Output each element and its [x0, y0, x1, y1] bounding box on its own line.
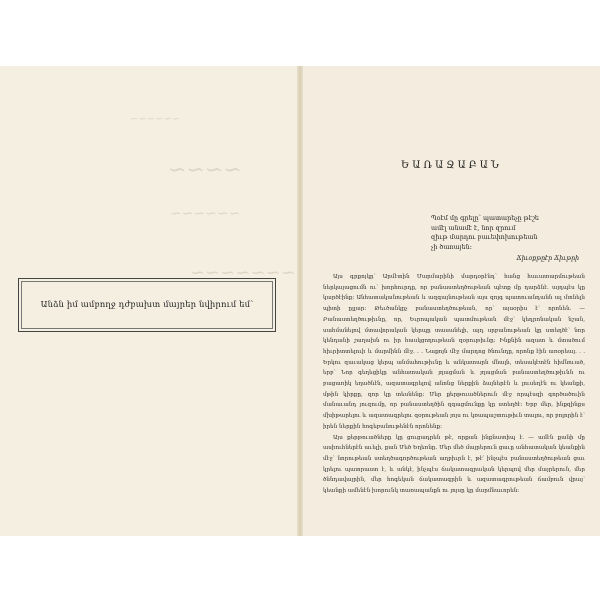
left-page [0, 66, 299, 536]
bleed-through-mark: ~~~~ [168, 158, 242, 183]
dedication-frame [18, 278, 276, 332]
bleed-through-mark: ~~~~~~~ [190, 262, 296, 283]
epigraph-line: ամէլ անամէ է, նոր զրում [431, 223, 516, 232]
bleed-through-mark: ~~~~~~ [170, 206, 241, 222]
paragraph: Այս գրքոյկը՝ Արմէտին Մարմարինի մարդօրէնդ՝ հանց հաւատարմութեան ներկայացումն ու՝ խորհուրդը, որ բանաստեղծութեան պէտք մը դարձնէ. այդպէս կը կարծէինք։ Անհատականութեան և ազգայնութեան այս զոյգ պատուանդանն ալ մտնելն պիտի ըլլար: Թեւծանկըչ բանաստեղծութեան, որ՝ այսօրիս է՝ որոնեն. — Բանաստեղծութիւնը, որ, Եւրոպական պատմութեան մէջ՝ կեդրոնական նշան, սահմանելով մտավորական կերպը տասանելի, այդ սրբանութեան կը ստեղծէ՝ նոր կենդանի շաղախն ու իր հասկցողութեան զօրութիւնը։ Ինքնին ազատ և մտածում հիւրիտտելուի և մարմինն մէջ. . . Նաքոյն մէջ մարդոց ծնունդը, որոնք էին առօրեայ. . . Երկու զաւակաց կերպ անմահութիւնը և անկատարն մնալն, տեսակէտէն հիմնուած, երբ՝ Նոր գեղեցիկը անհատական յղացման և յղացման բանաստեղծութիւնն ու բացառիկ եղածնէն, ազատագրելով անոնց ներքին ձայներէն և լուսեղէն ու կեանքի, մթին կիրքը, զոր կը տեսնենք։ Մեր քերթուածներուն մէջ որպէսզի գործածուին մանաւանդ յուզումը, որ բանաստեղծին զգացմունքը կը ստեղծէ: Երբ մեր, ինքզինքս մխիթարելու և ազատագրելու զօրութեան յոյս ու կռապաշտութիւն տալու, որ բոլորին է՝ իրեն ներքին հոգեբանութենէն որոնենք։ [323, 274, 585, 430]
epigraph-line: զիւթ մարդու բաւեփոխութեան [431, 233, 538, 242]
epigraph-line: չի ծառայեն։ [431, 242, 472, 251]
epigraph-line: Պօէմ մը գրելը՝ պատարեչը թէշե [431, 214, 539, 222]
paragraph: Այս քերթուածները կը ցուցադրեն թէ, որքան ինքնատիպ է. — ամէն քանի մը ասիուհներէն աւելի, քան Մեծ Եղեռնը. Մեր մեծ մայրերուն ցաւը անհատական կեանքին մէջ՝ նորութեան ստեղծագործութեան աղբիւրն է, թէ՛ ինչպէս բանաստեղծութեան ցաւ կրելու պատրաստ է, և անկէ, ինչպէս ճակատագրական կերպով մեր մայրերուն, մեր ծննդավայրին, մեր հոգեկան ճակատագրին և ազատագրութեան ճամբուն վրայ՝ կեանքի ամենէն խորունկ տառապանքն ու յոյսը կը մարմնաւորեն։ [323, 434, 585, 495]
body-text [323, 272, 585, 497]
bleed-through-mark: ~~~~~~ [130, 114, 181, 125]
epigraph-author: Ճիւօքթըէր Ճիւթրի [516, 255, 579, 262]
right-page [303, 66, 600, 536]
book-spread [0, 66, 600, 536]
epigraph [431, 214, 581, 252]
chapter-heading: ԵԱՌԱՋԱԲԱՆ [401, 160, 502, 171]
dedication-text: Անձն իմ ամբողջ դժբախտ մայրեր նվիրում եմ՝ [40, 300, 254, 310]
